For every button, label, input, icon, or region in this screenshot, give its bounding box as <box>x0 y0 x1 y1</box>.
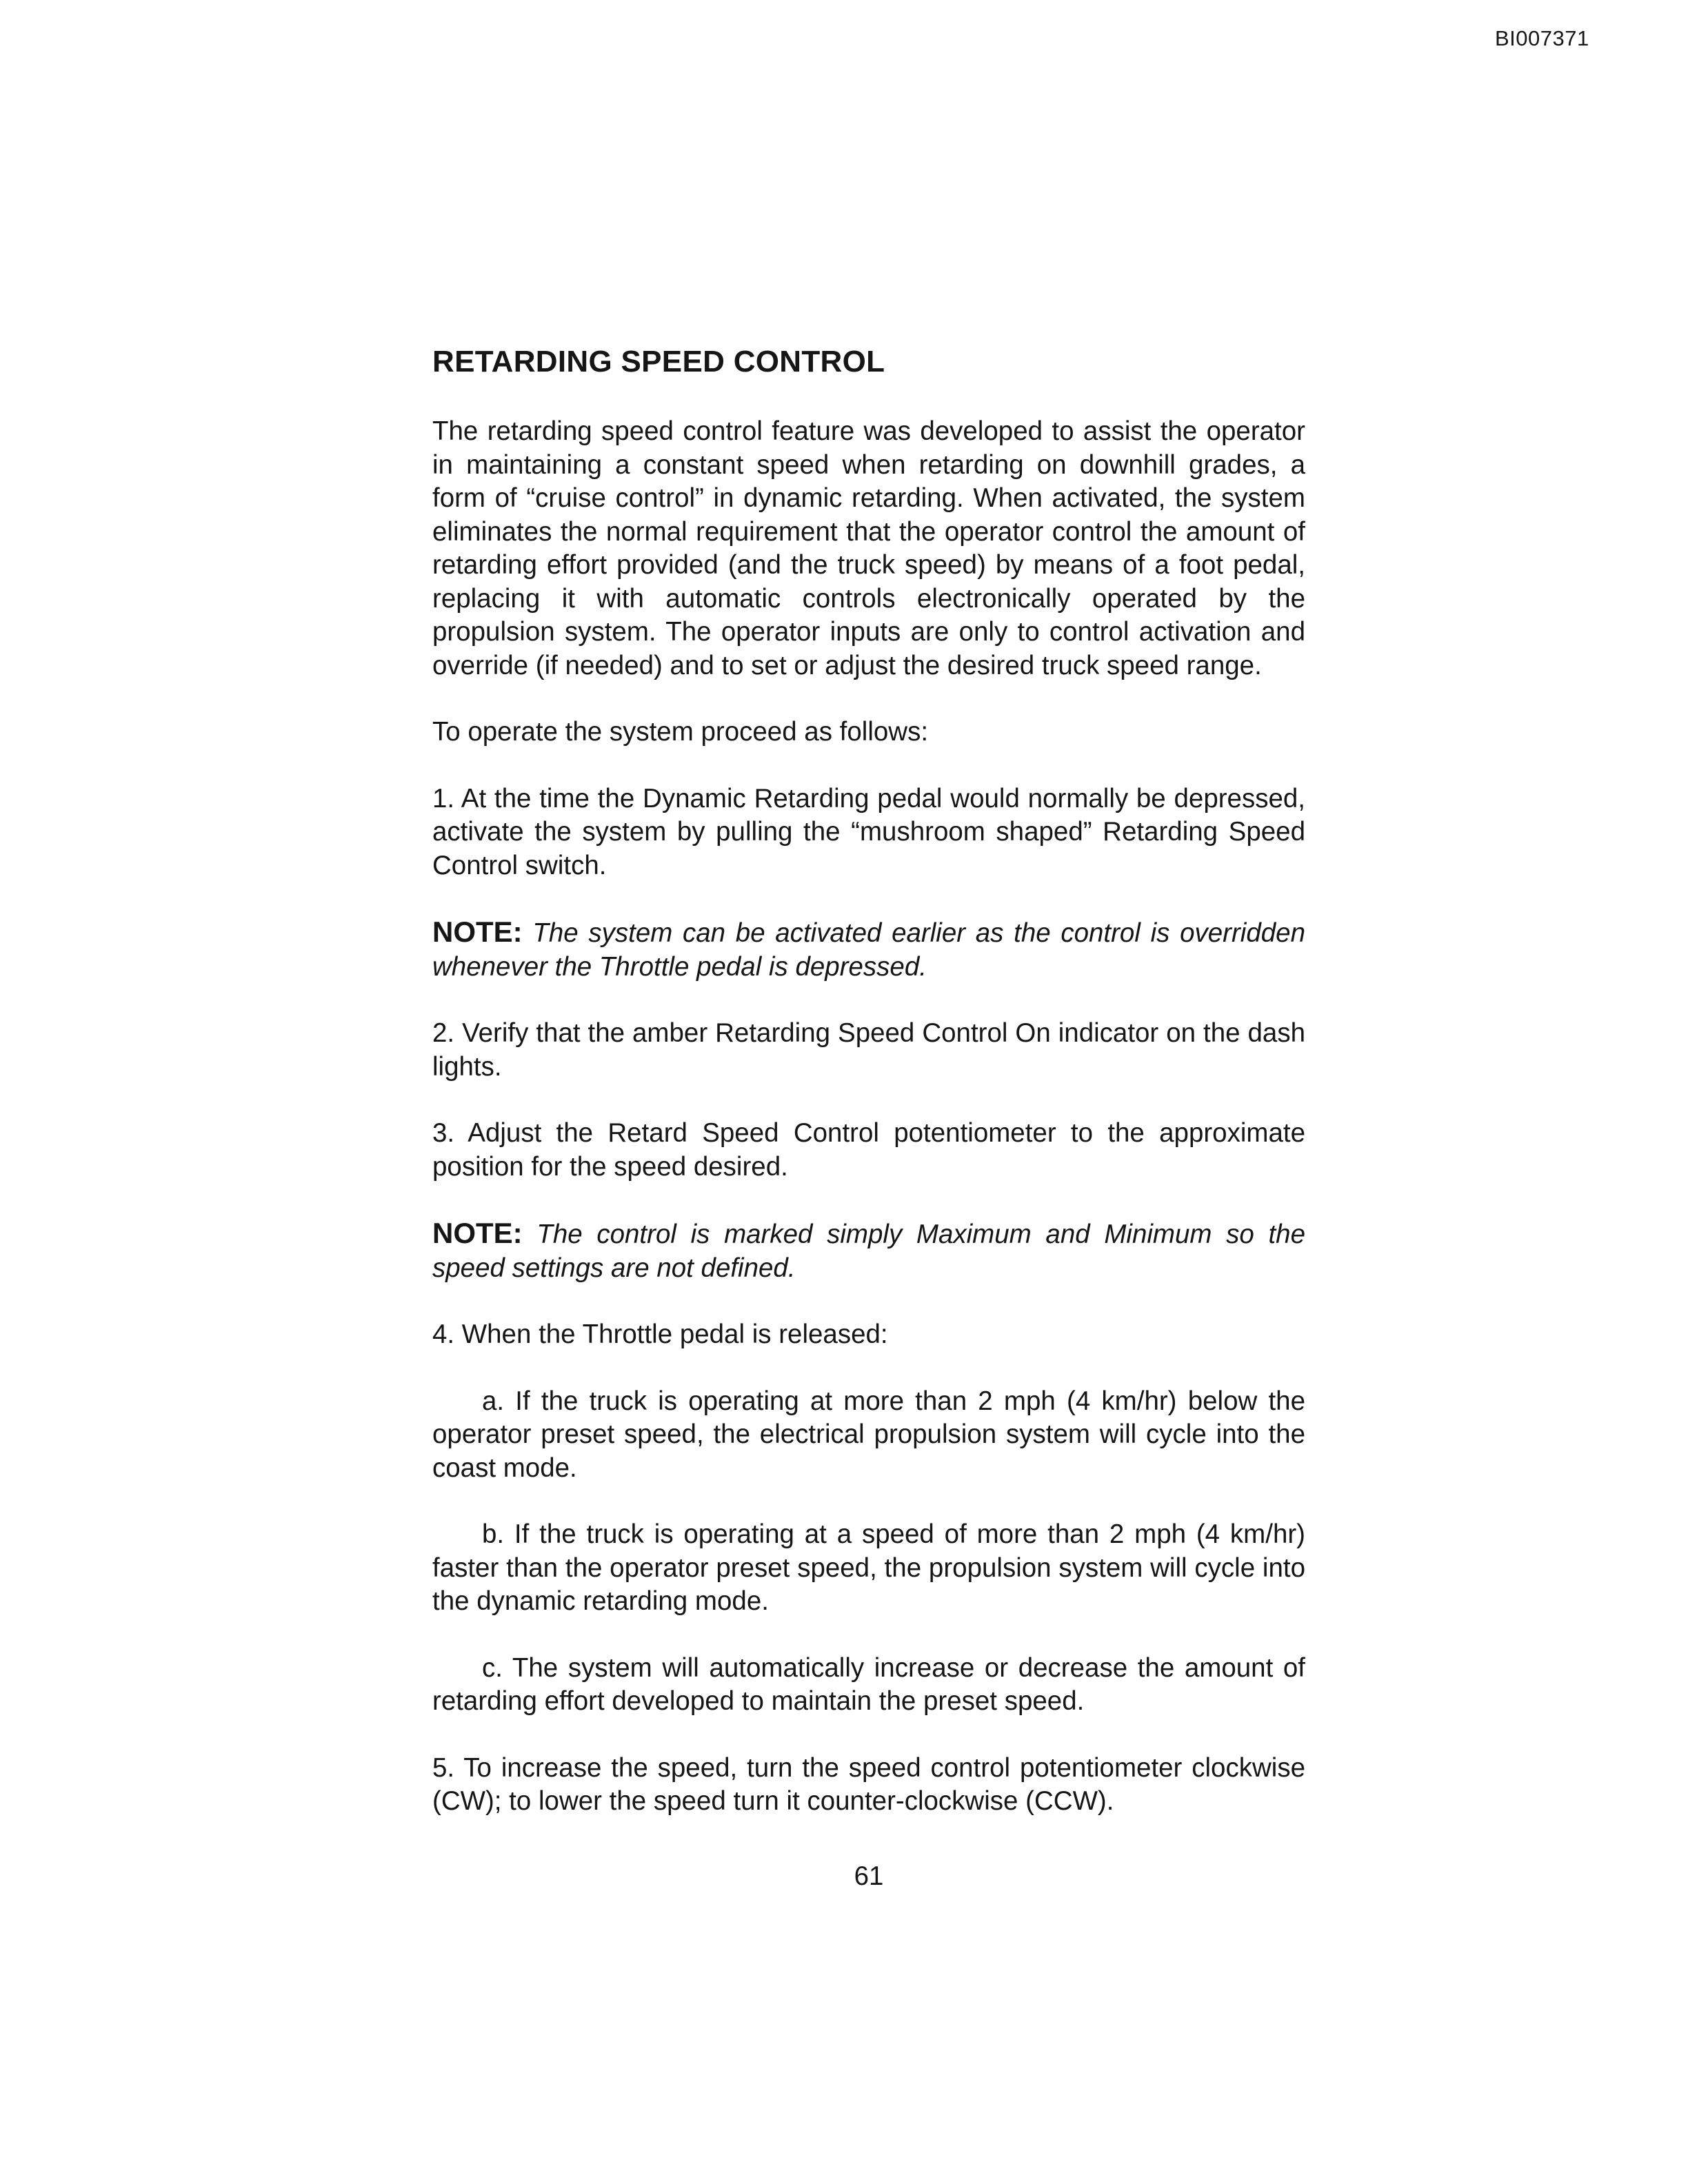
step-2: 2. Verify that the amber Retarding Speed Control On indicator on the dash lights. <box>432 1018 1305 1082</box>
lead-in-paragraph: To operate the system proceed as follows: <box>432 717 929 747</box>
document-id: BI007371 <box>1495 26 1589 50</box>
step-4c: c. The system will automatically increase or decrease the amount of retarding effort developed to maintain the preset speed. <box>432 1652 1305 1716</box>
note-2-text: The control is marked simply Maximum and Minimum so the speed settings are not defined. <box>432 1220 1305 1283</box>
step-1: 1. At the time the Dynamic Retarding pedal would normally be depressed, activate the system by pulling the “mushroom shaped” Retarding Speed Control switch. <box>432 783 1305 880</box>
intro-paragraph: The retarding speed control feature was developed to assist the operator in maintaining a constant speed when retarding on downhill grades, a form of “cruise control” in dynamic retarding. When activated, the system eliminates the normal requirement that the operator control the amount of retarding effort provided (and the truck speed) by means of a foot pedal, replacing it with automatic controls electronically operated by the propulsion system. The operator inputs are only to control activation and override (if needed) and to set or adjust the desired truck speed range. <box>432 416 1305 680</box>
step-3: 3. Adjust the Retard Speed Control potentiometer to the approximate position for the speed desired. <box>432 1118 1305 1182</box>
note-1 <box>432 916 1305 984</box>
note-1-label: NOTE: <box>432 916 523 948</box>
note-1-text: The system can be activated earlier as the control is overridden whenever the Throttle pedal is depressed. <box>432 918 1306 982</box>
step-4: 4. When the Throttle pedal is released: <box>432 1320 888 1349</box>
step-4a: a. If the truck is operating at more than 2 mph (4 km/hr) below the operator preset speed, the electrical propulsion system will cycle into the coast mode. <box>432 1386 1305 1483</box>
note-2 <box>432 1217 1305 1285</box>
page-number: 61 <box>854 1861 884 1891</box>
step-4b: b. If the truck is operating at a speed of more than 2 mph (4 km/hr) faster than the operator preset speed, the propulsion system will cycle into the dynamic retarding mode. <box>432 1519 1305 1616</box>
page-content <box>432 345 1305 1852</box>
note-2-label: NOTE: <box>432 1217 523 1249</box>
section-heading: RETARDING SPEED CONTROL <box>432 345 885 378</box>
step-5: 5. To increase the speed, turn the speed control potentiometer clockwise (CW); to lower the speed turn it counter-clockwise (CCW). <box>432 1752 1305 1816</box>
